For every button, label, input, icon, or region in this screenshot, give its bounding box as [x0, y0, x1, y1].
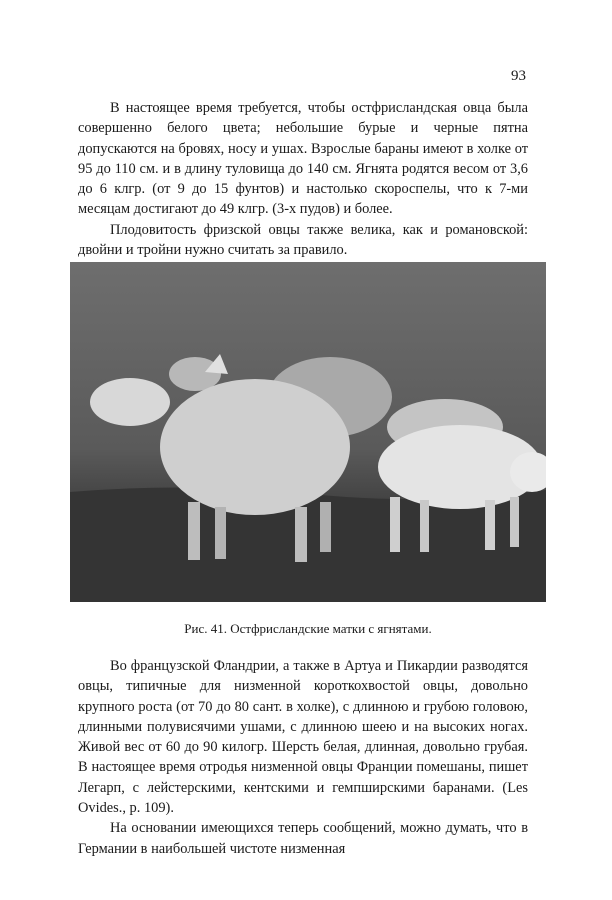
paragraph: В настоящее время требуется, чтобы остфрисландская овца была совершенно белого цвета; небольшие бурые и черные пятна допускаются на бровях, носу и ушах. Взрослые бараны имеют в холке от 95 до 110 см. и в длину туловища до 140 см. Ягнята родятся весом от 3,6 до 6 клгр. (от 9 до 15 фунтов) и настолько скороспелы, что к 7-ми месяцам достигают до 49 клгр. (3-х пудов) и более. [78, 100, 528, 218]
paragraph: На основании имеющихся теперь сообщений, можно думать, что в Германии в наибольшей чистоте низменная [78, 820, 528, 857]
figure-caption: Рис. 41. Остфрисландские матки с ягнятами. [184, 621, 432, 636]
paragraph: Плодовитость фризской овцы также велика, как и романовской: двойни и тройни нужно считать за правило. [78, 221, 528, 259]
page-number: 93 [511, 68, 526, 84]
sheep-photograph [70, 262, 546, 602]
text-section-top [78, 98, 528, 260]
paragraph: Во французской Фландрии, а также в Артуа и Пикардии разводятся овцы, типичные для низменной короткохвостой овцы, довольно крупного роста (от 70 до 80 сант. в холке), с длинною и грубою головою, длинными полувисячими ушами, с длинною шеею и на высоких ногах. Живой вес от 60 до 90 килогр. Шерсть белая, длинная, довольно грубая. В настоящее время отродья низменной овцы Франции помешаны, пишет Легарп, с лейстерскими, кентскими и гемпширскими баранами. (Les Ovides., p. 109). [78, 658, 528, 817]
text-section-bottom [78, 656, 528, 859]
